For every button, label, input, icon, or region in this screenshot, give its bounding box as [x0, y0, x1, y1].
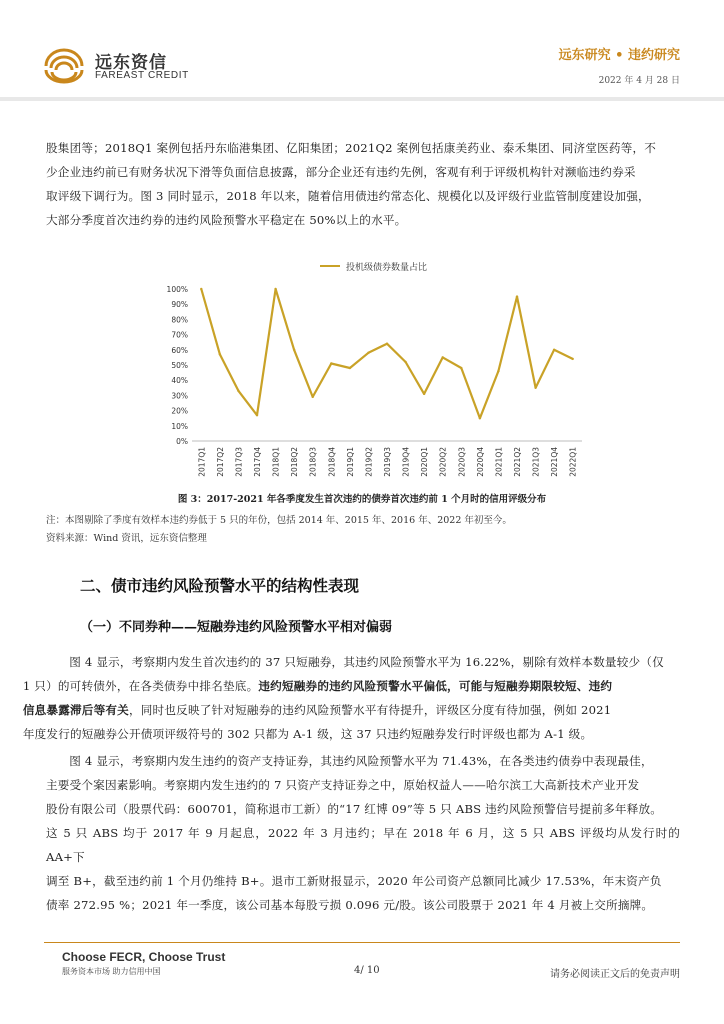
figure-3-chart [150, 255, 600, 485]
figure-title: 图 3：2017-2021 年各季度发生首次违约的债券首次违约前 1 个月时的信用评级分布 [177, 494, 547, 505]
x-tick-label: 2021Q1 [494, 447, 504, 477]
fareast-logo-icon [42, 44, 86, 84]
y-tick-label: 50% [171, 361, 188, 370]
text-line: 股份有限公司（股票代码：600701，简称退市工新）的“17 红博 09”等 5 只 ABS 违约风险预警信号提前多年释放。 [46, 802, 663, 816]
data-point [442, 356, 444, 358]
chart-legend [320, 261, 427, 273]
paragraph-short-term-bonds [22, 650, 680, 746]
y-tick-label: 40% [171, 376, 188, 386]
x-tick-label: 2019Q4 [401, 447, 411, 477]
x-tick-label: 2018Q3 [308, 447, 318, 477]
x-tick-label: 2018Q4 [327, 447, 337, 477]
x-tick-label: 2017Q3 [234, 447, 244, 477]
logo-english-name: FAREAST CREDIT [95, 70, 189, 81]
y-tick-label: 20% [171, 406, 188, 416]
text-line: 这 5 只 ABS 均于 2017 年 9 月起息，2022 年 3 月违约；早在 2018 年 6 月，这 5 只 ABS 评级均从发行时的 AA+下 [46, 826, 680, 864]
x-tick-label: 2021Q3 [531, 447, 541, 477]
subsection-heading: （一）不同券种——短融券违约风险预警水平相对偏弱 [80, 620, 393, 635]
data-point [404, 361, 406, 363]
text-line: 取评级下调行为。图 3 同时显示，2018 年以来，随着信用债违约常态化、规模化以及评级行业监管制度建设加强， [46, 189, 650, 203]
x-axis [192, 441, 582, 477]
text-line: 大部分季度首次违约券的违约风险预警水平稳定在 50%以上的水平。 [46, 213, 407, 227]
line-chart [150, 255, 600, 485]
legend-label: 投机级债券数量占比 [346, 263, 428, 273]
y-tick-label: 10% [171, 421, 188, 431]
data-point [256, 414, 258, 416]
footer-divider [44, 942, 680, 943]
x-tick-label: 2020Q3 [457, 447, 467, 477]
data-point [200, 288, 202, 290]
text-line: 年度发行的短融券公开债项评级符号的 302 只都为 A-1 级，这 37 只违约短融券发行时评级也都为 A-1 级。 [22, 727, 593, 741]
text-line: 图 4 显示，考察期内发生违约的资产支持证券，其违约风险预警水平为 71.43%，在各类违约债券中表现最佳， [69, 754, 653, 768]
emphasis-text: 违约短融券的违约风险预警水平偏低，可能与短融券期限较短、违约 [258, 679, 613, 693]
data-point [274, 288, 276, 290]
report-date: 2022 年 4 月 28 日 [598, 76, 680, 86]
footer-brand: Choose FECR, Choose Trust [62, 950, 226, 964]
data-point [330, 362, 332, 364]
section-heading: 二、债市违约风险预警水平的结构性表现 [80, 576, 360, 595]
page-number: 4/ 10 [354, 965, 380, 976]
y-axis [167, 285, 188, 446]
x-tick-label: 2020Q2 [438, 447, 448, 477]
figure-note: 注：本图剔除了季度有效样本违约券低于 5 只的年份，包括 2014 年、2015 年、2016 年、2022 年初至今。 [46, 515, 512, 526]
data-point [349, 367, 351, 369]
text-line: ，同时也反映了针对短融券的违约风险预警水平有待提升，评级区分度有待加强，例如 2021 [128, 703, 612, 717]
text-line: 调至 B+，截至违约前 1 个月仍维持 B+。退市工新财报显示，2020 年公司资产总额同比减少 17.53%，年末资产负 [46, 874, 662, 888]
x-tick-label: 2017Q4 [253, 447, 262, 477]
y-tick-label: 80% [171, 315, 188, 325]
data-point [219, 353, 221, 355]
data-point [293, 349, 295, 351]
x-tick-label: 2019Q2 [364, 447, 374, 477]
disclaimer-notice: 请务必阅读正文后的免责声明 [550, 969, 680, 980]
y-tick-label: 70% [171, 330, 188, 340]
x-tick-label: 2021Q4 [550, 447, 560, 477]
y-tick-label: 60% [171, 345, 188, 355]
series-group [200, 288, 574, 420]
data-point [386, 343, 388, 345]
logo-chinese-name: 远东资信 [95, 53, 167, 73]
x-tick-label: 2017Q1 [197, 447, 207, 477]
x-tick-label: 2017Q2 [215, 447, 225, 477]
y-tick-label: 0% [176, 437, 188, 446]
figure-source: 资料来源：Wind 资讯，远东资信整理 [46, 533, 207, 544]
header-divider [0, 97, 724, 101]
text-line: 1 只）的可转债外，在各类债券中排名垫底。 [22, 679, 259, 693]
data-point [534, 387, 536, 389]
x-tick-label: 2022Q1 [568, 447, 578, 477]
data-point [367, 352, 369, 354]
text-line: 债率 272.95 %；2021 年一季度，该公司基本每股亏损 0.096 元/股。该公司股票于 2021 年 4 月被上交所摘牌。 [46, 898, 654, 912]
y-tick-label: 90% [171, 300, 188, 310]
data-point [516, 295, 518, 297]
x-tick-label: 2018Q2 [290, 447, 300, 477]
data-point [572, 358, 574, 360]
paragraph-abs [46, 749, 680, 917]
text-line: 少企业违约前已有财务状况下滑等负面信息披露，部分企业还有违约先例，客观有利于评级机构针对濒临违约券采 [46, 165, 636, 179]
x-tick-label: 2018Q1 [271, 447, 281, 477]
data-point [460, 367, 462, 369]
x-tick-label: 2020Q4 [475, 447, 485, 477]
page-header [0, 0, 724, 100]
series-line [201, 289, 572, 418]
data-point [423, 393, 425, 395]
intro-paragraph [46, 136, 680, 232]
text-line: 图 4 显示，考察期内发生首次违约的 37 只短融券，其违约风险预警水平为 16.22%，剔除有效样本数量较少（仅 [69, 655, 664, 669]
data-point [497, 370, 499, 372]
y-tick-label: 30% [171, 391, 188, 401]
data-point [553, 349, 555, 351]
x-tick-label: 2019Q3 [383, 447, 392, 477]
x-tick-label: 2021Q2 [513, 447, 522, 477]
emphasis-text: 信息暴露滞后等有关 [22, 703, 129, 717]
data-point [237, 390, 239, 392]
text-line: 主要受个案因素影响。考察期内发生违约的 7 只资产支持证券之中，原始权益人——哈尔滨工大高新技术产业开发 [46, 778, 640, 792]
section-tag: 远东研究 • 违约研究 [558, 48, 680, 63]
text-line: 股集团等；2018Q1 案例包括丹东临港集团、亿阳集团；2021Q2 案例包括康美药业、泰禾集团、同济堂医药等，不 [46, 141, 657, 155]
data-point [312, 396, 314, 398]
footer-slogan: 服务资本市场 助力信用中国 [62, 967, 161, 976]
data-point [479, 417, 481, 419]
x-tick-label: 2019Q1 [345, 447, 355, 477]
x-tick-label: 2020Q1 [420, 447, 430, 477]
y-tick-label: 100% [166, 285, 188, 294]
